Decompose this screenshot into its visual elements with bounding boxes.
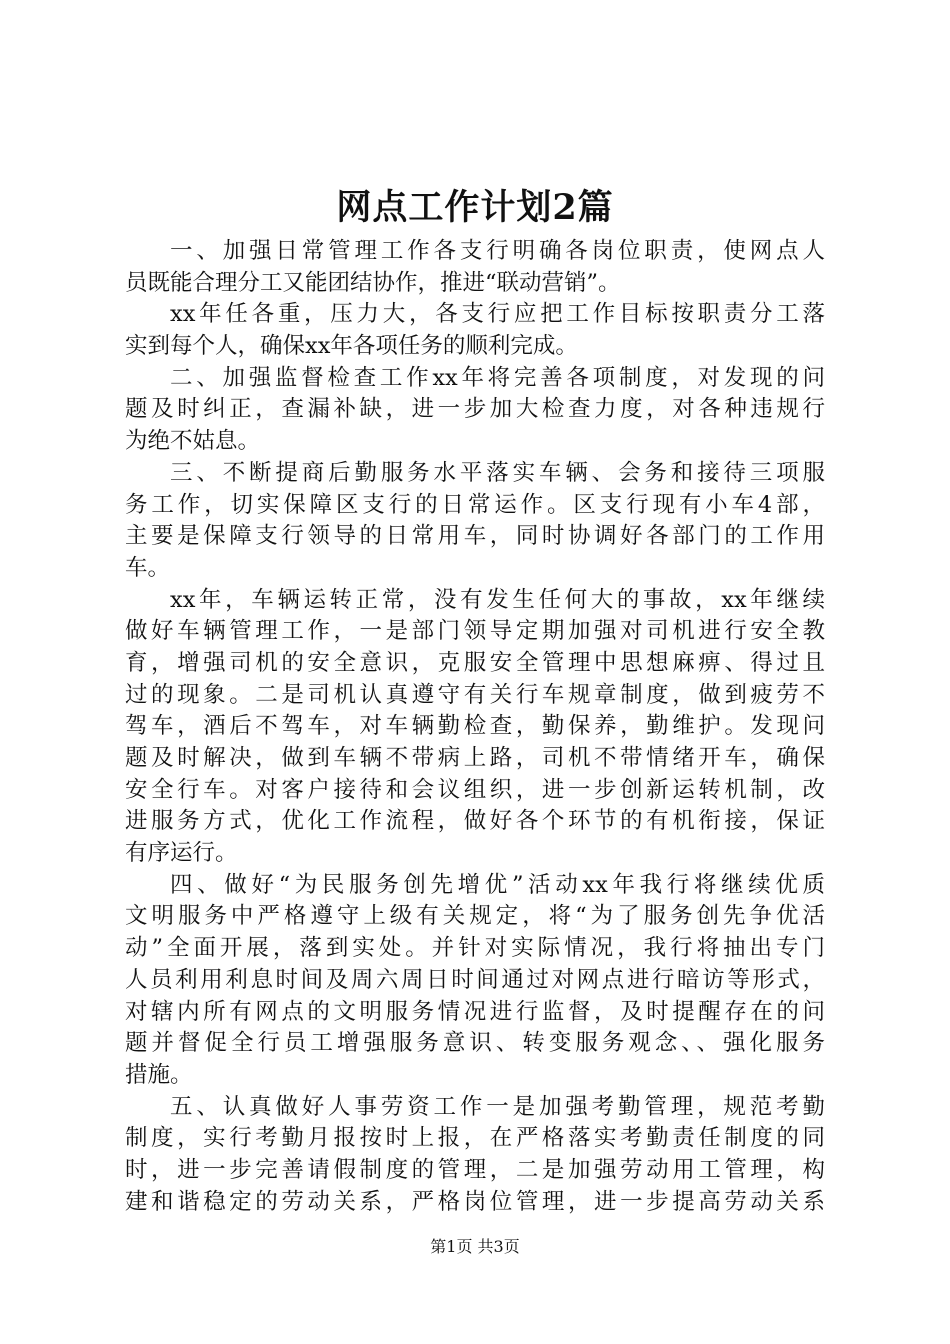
text-line: 人员利用利息时间及周六周日时间通过对网点进行暗访等形式，	[125, 966, 825, 993]
text-line: 四、做好“为民服务创先增优”活动xx年我行将继续优质	[170, 871, 825, 898]
text-line: 时，进一步完善请假制度的管理，二是加强劳动用工管理，构	[125, 1156, 825, 1183]
text-line: 做好车辆管理工作，一是部门领导定期加强对司机进行安全教	[125, 618, 825, 645]
text-line: xx年，车辆运转正常，没有发生任何大的事故，xx年继续	[170, 586, 825, 613]
text-line: 育，增强司机的安全意识，克服安全管理中思想麻痹、得过且	[125, 649, 825, 676]
text-line: 主要是保障支行领导的日常用车，同时协调好各部门的工作用	[125, 523, 825, 550]
text-line: xx年任各重，压力大，各支行应把工作目标按职责分工落	[170, 301, 825, 328]
text-line: 题及时纠正，查漏补缺，进一步加大检查力度，对各种违规行	[125, 396, 825, 423]
page-footer: 第1页 共3页	[430, 1237, 520, 1256]
text-line: 制度，实行考勤月报按时上报，在严格落实考勤责任制度的同	[125, 1125, 825, 1152]
document-body	[125, 236, 825, 1218]
document-title: 网点工作计划2篇	[336, 187, 614, 228]
text-line: 务工作，切实保障区支行的日常运作。区支行现有小车4部，	[125, 491, 825, 518]
text-line: 为绝不姑息。	[125, 428, 261, 455]
text-line: 员既能合理分工又能团结协作，推进“联动营销”。	[125, 269, 621, 296]
text-line: 车。	[125, 554, 171, 581]
text-line: 题及时解决，做到车辆不带病上路，司机不带情绪开车，确保	[125, 745, 825, 771]
text-line: 题并督促全行员工增强服务意识、转变服务观念、、强化服务	[125, 1030, 825, 1057]
text-line: 驾车，酒后不驾车，对车辆勤检查，勤保养，勤维护。发现问	[125, 713, 825, 740]
text-line: 有序运行。	[125, 840, 238, 867]
text-line: 文明服务中严格遵守上级有关规定，将“为了服务创先争优活	[125, 903, 825, 930]
text-line: 三、不断提商后勤服务水平落实车辆、会务和接待三项服	[170, 459, 825, 486]
text-line: 进服务方式，优化工作流程，做好各个环节的有机衔接，保证	[125, 808, 825, 835]
text-line: 动”全面开展，落到实处。并针对实际情况，我行将抽出专门	[125, 935, 825, 962]
text-line: 过的现象。二是司机认真遵守有关行车规章制度，做到疲劳不	[125, 681, 825, 708]
text-line: 一、加强日常管理工作各支行明确各岗位职责，使网点人	[170, 238, 825, 264]
text-line: 建和谐稳定的劳动关系，严格岗位管理，进一步提高劳动关系	[125, 1188, 825, 1215]
text-line: 实到每个人，确保xx年各项任务的顺利完成。	[125, 333, 578, 360]
text-line: 措施。	[125, 1061, 193, 1088]
text-line: 对辖内所有网点的文明服务情况进行监督，及时提醒存在的问	[125, 998, 825, 1025]
text-line: 二、加强监督检查工作xx年将完善各项制度，对发现的问	[170, 364, 825, 391]
text-line: 五、认真做好人事劳资工作一是加强考勤管理，规范考勤	[170, 1093, 825, 1120]
text-line: 安全行车。对客户接待和会议组织，进一步创新运转机制，改	[125, 776, 825, 803]
